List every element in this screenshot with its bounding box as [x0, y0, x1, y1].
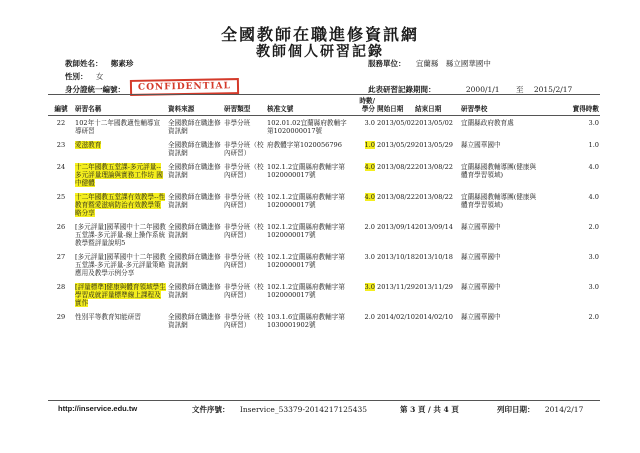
row-school-text: 宜蘭縣國教輔導團(健康與體育學習領域)	[461, 163, 537, 179]
row-no	[48, 116, 74, 139]
row-no-text: 22	[56, 119, 66, 127]
row-doc	[266, 220, 352, 250]
row-school	[460, 116, 543, 139]
footer-print-date: 2014/2/17	[544, 405, 584, 414]
col-school: 研習學校	[460, 95, 543, 116]
row-actual	[543, 220, 600, 250]
row-doc	[266, 250, 352, 280]
row-actual-text: 3.0	[588, 119, 599, 127]
footer-docno-value: Inservice_53379-2014217125435	[239, 405, 368, 414]
row-hours	[352, 250, 376, 280]
row-course	[74, 220, 167, 250]
row-source-text: 全國教師在職進修資訊網	[168, 283, 221, 299]
row-type	[223, 280, 266, 310]
row-doc	[266, 116, 352, 139]
row-source-text: 全國教師在職進修資訊網	[168, 193, 221, 209]
row-end	[414, 190, 460, 220]
row-hours	[352, 280, 376, 310]
col-hours: 時數/學分	[352, 95, 376, 116]
row-hours-text: 4.0	[364, 163, 375, 171]
row-no-text: 25	[56, 193, 66, 201]
row-no	[48, 160, 74, 190]
col-type: 研習類型	[223, 95, 266, 116]
row-end	[414, 220, 460, 250]
footer-print	[497, 404, 583, 415]
footer-divider	[48, 400, 600, 401]
confidential-stamp: CONFIDENTIAL	[130, 78, 239, 96]
row-doc	[266, 160, 352, 190]
row-course-text: 性別平等教育知能研習	[75, 313, 141, 321]
row-type-text: 非學分班（校內研習）	[224, 163, 264, 179]
row-start	[376, 138, 414, 160]
document-title: 全國教師在職進修資訊網	[220, 25, 419, 44]
footer-docno-label: 文件序號：	[192, 405, 230, 414]
row-school-text: 宜蘭縣國教輔導團(健康與體育學習領域)	[461, 193, 537, 209]
row-start-text: 2013/09/14	[377, 223, 416, 231]
row-start-text: 2013/08/22	[377, 193, 416, 201]
col-end: 結束日期	[414, 95, 460, 116]
col-start: 開始日期	[376, 95, 414, 116]
row-source-text: 全國教師在職進修資訊網	[168, 313, 221, 329]
row-actual-text: 3.0	[588, 283, 599, 291]
table-row	[48, 310, 600, 332]
row-hours-text: 3.0	[364, 119, 375, 127]
row-actual	[543, 116, 600, 139]
gender-label: 性別：	[65, 72, 88, 81]
col-course: 研習名稱	[74, 95, 167, 116]
row-course	[74, 310, 167, 332]
col-actual: 實得時數	[543, 95, 600, 116]
table-row	[48, 138, 600, 160]
row-type	[223, 138, 266, 160]
row-no	[48, 220, 74, 250]
row-school-text: 縣立國華國中	[461, 223, 501, 231]
teacher-name-row	[65, 58, 133, 69]
row-end	[414, 250, 460, 280]
table-row	[48, 250, 600, 280]
gender-row	[65, 71, 103, 82]
teacher-name-label: 教師姓名：	[65, 59, 103, 68]
row-source	[167, 190, 223, 220]
row-start-text: 2013/05/02	[377, 119, 416, 127]
row-source	[167, 310, 223, 332]
row-hours	[352, 220, 376, 250]
row-type-text: 非學分班（校內研習）	[224, 223, 264, 239]
row-school	[460, 220, 543, 250]
row-type-text: 非學分班（校內研習）	[224, 253, 264, 269]
row-school	[460, 310, 543, 332]
row-start	[376, 190, 414, 220]
row-hours-text: 1.0	[364, 141, 375, 149]
row-school	[460, 138, 543, 160]
gender-value: 女	[95, 72, 104, 81]
row-start	[376, 280, 414, 310]
row-school	[460, 250, 543, 280]
row-no-text: 24	[56, 163, 66, 171]
row-hours	[352, 116, 376, 139]
row-source	[167, 220, 223, 250]
row-hours	[352, 190, 376, 220]
row-source-text: 全國教師在職進修資訊網	[168, 141, 221, 157]
row-doc-text: 102.1.2宜蘭縣府教輔字第1020000017號	[267, 163, 345, 179]
row-end	[414, 310, 460, 332]
row-actual-text: 2.0	[588, 223, 599, 231]
row-no-text: 26	[56, 223, 66, 231]
row-hours	[352, 138, 376, 160]
footer-docno	[192, 404, 367, 415]
row-no-text: 28	[56, 283, 66, 291]
row-no-text: 29	[56, 313, 66, 321]
row-doc-text: 府教體字第1020056796	[267, 141, 342, 149]
id-label: 身分證統一編號：	[65, 85, 125, 94]
row-doc-text: 102.01.02宜蘭縣府教輔字第1020000017號	[267, 119, 347, 135]
col-source: 資料來源	[167, 95, 223, 116]
row-start	[376, 116, 414, 139]
row-end-text: 2013/11/29	[415, 283, 454, 291]
row-actual	[543, 190, 600, 220]
record-period-separator: 至	[515, 85, 524, 94]
row-source	[167, 280, 223, 310]
row-course-text: [評量標準]健康與體育領域學生學習成就評量標準線上課程及實作	[75, 283, 166, 307]
row-hours-text: 4.0	[364, 193, 375, 201]
row-school-text: 縣立國華國中	[461, 253, 501, 261]
row-course	[74, 138, 167, 160]
service-unit-label: 服務單位：	[368, 59, 406, 68]
row-hours-text: 2.0	[364, 223, 375, 231]
row-school-text: 縣立國華國中	[461, 313, 501, 321]
row-actual-text: 1.0	[588, 141, 599, 149]
row-hours-text: 3.0	[364, 283, 375, 291]
row-course-text: 十二年國教五堂課有效教學--性教育暨愛滋病防治有效教學策略分享	[75, 193, 166, 217]
row-end-text: 2013/08/22	[415, 163, 454, 171]
row-end	[414, 280, 460, 310]
row-end-text: 2013/08/22	[415, 193, 454, 201]
row-start	[376, 220, 414, 250]
row-type	[223, 250, 266, 280]
table-header	[48, 95, 600, 116]
row-doc	[266, 280, 352, 310]
row-no	[48, 280, 74, 310]
row-actual	[543, 138, 600, 160]
row-course-text: 102年十二年國教適性輔導宣導研習	[75, 119, 161, 135]
row-course	[74, 190, 167, 220]
row-end-text: 2013/09/14	[415, 223, 454, 231]
table-row	[48, 116, 600, 139]
row-source	[167, 116, 223, 139]
table-row	[48, 220, 600, 250]
row-school-text: 縣立國華國中	[461, 283, 501, 291]
row-course	[74, 250, 167, 280]
row-end-text: 2013/05/02	[415, 119, 454, 127]
row-type	[223, 310, 266, 332]
row-actual-text: 3.0	[588, 253, 599, 261]
table-row	[48, 190, 600, 220]
row-end-text: 2013/05/29	[415, 141, 454, 149]
row-source	[167, 250, 223, 280]
row-start-text: 2013/10/18	[377, 253, 416, 261]
row-doc	[266, 310, 352, 332]
row-end-text: 2014/02/10	[415, 313, 454, 321]
row-course	[74, 160, 167, 190]
row-actual	[543, 280, 600, 310]
row-type-text: 非學分班（校內研習）	[224, 141, 264, 157]
row-end-text: 2013/10/18	[415, 253, 454, 261]
training-record-table	[48, 94, 600, 332]
row-actual-text: 2.0	[588, 313, 599, 321]
row-actual	[543, 310, 600, 332]
row-doc-text: 102.1.2宜蘭縣府教輔字第1020000017號	[267, 223, 345, 239]
row-start	[376, 250, 414, 280]
row-type-text: 非學分班（校內研習）	[224, 193, 264, 209]
row-course-text: 愛滋教育	[75, 141, 102, 149]
row-type-text: 非學分班	[224, 119, 251, 127]
row-no	[48, 138, 74, 160]
row-course-text: [多元評量]國華國中十二年國教五堂課-多元評量-多元評量策略應用及教學示例分享	[75, 253, 166, 277]
row-doc-text: 102.1.2宜蘭縣府教輔字第1020000017號	[267, 193, 345, 209]
row-type	[223, 116, 266, 139]
record-period-start: 2000/1/1	[465, 85, 500, 94]
col-no: 編號	[48, 95, 74, 116]
row-type	[223, 220, 266, 250]
record-period-label: 此表研習記錄期間：	[368, 85, 436, 94]
row-school	[460, 280, 543, 310]
row-type-text: 非學分班（校內研習）	[224, 313, 264, 329]
row-end	[414, 138, 460, 160]
document-subtitle: 教師個人研習記錄	[256, 44, 384, 60]
row-type	[223, 190, 266, 220]
row-actual-text: 4.0	[588, 163, 599, 171]
row-doc-text: 102.1.2宜蘭縣府教輔字第1020000017號	[267, 283, 345, 299]
record-period-end: 2015/2/17	[533, 85, 573, 94]
row-school	[460, 190, 543, 220]
footer-print-label: 列印日期：	[497, 405, 535, 414]
row-hours	[352, 160, 376, 190]
footer-url: http://inservice.edu.tw	[58, 404, 138, 413]
row-doc	[266, 190, 352, 220]
row-start-text: 2014/02/10	[377, 313, 416, 321]
row-no-text: 27	[56, 253, 66, 261]
row-hours	[352, 310, 376, 332]
row-start-text: 2013/11/29	[377, 283, 416, 291]
row-no	[48, 250, 74, 280]
service-unit-row	[368, 58, 491, 69]
row-start	[376, 310, 414, 332]
row-start-text: 2013/08/22	[377, 163, 416, 171]
row-source-text: 全國教師在職進修資訊網	[168, 223, 221, 239]
row-hours-text: 2.0	[364, 313, 375, 321]
teacher-name: 鄭素珍	[110, 59, 134, 68]
row-no	[48, 190, 74, 220]
row-source-text: 全國教師在職進修資訊網	[168, 119, 221, 135]
row-doc-text: 103.1.6宜蘭縣府教輔字第1030001902號	[267, 313, 345, 329]
row-course	[74, 116, 167, 139]
row-course-text: 十二年國教五堂課-多元評量--多元評量理論與實務工作坊 國中健體	[75, 163, 163, 187]
row-school	[460, 160, 543, 190]
service-unit: 宜蘭縣 縣立國華國中	[415, 59, 491, 68]
row-hours-text: 3.0	[364, 253, 375, 261]
row-end	[414, 160, 460, 190]
row-source	[167, 160, 223, 190]
footer-page: 第 3 頁 / 共 4 頁	[400, 405, 459, 414]
row-no	[48, 310, 74, 332]
row-actual-text: 4.0	[588, 193, 599, 201]
row-no-text: 23	[56, 141, 66, 149]
row-school-text: 宜蘭縣政府教育處	[461, 119, 514, 127]
row-doc-text: 102.1.2宜蘭縣府教輔字第1020000017號	[267, 253, 345, 269]
row-start	[376, 160, 414, 190]
col-doc: 核准文號	[266, 95, 352, 116]
row-school-text: 縣立國華國中	[461, 141, 501, 149]
row-type-text: 非學分班（校內研習）	[224, 283, 264, 299]
row-course-text: [多元評量]國華國中十二年國教五堂課-多元評量-線上操作系統教學暨評量說明5	[75, 223, 166, 247]
row-doc	[266, 138, 352, 160]
row-actual	[543, 250, 600, 280]
row-course	[74, 280, 167, 310]
row-source	[167, 138, 223, 160]
row-start-text: 2013/05/29	[377, 141, 416, 149]
row-end	[414, 116, 460, 139]
table-row	[48, 160, 600, 190]
row-source-text: 全國教師在職進修資訊網	[168, 163, 221, 179]
row-type	[223, 160, 266, 190]
table-row	[48, 280, 600, 310]
row-actual	[543, 160, 600, 190]
row-source-text: 全國教師在職進修資訊網	[168, 253, 221, 269]
